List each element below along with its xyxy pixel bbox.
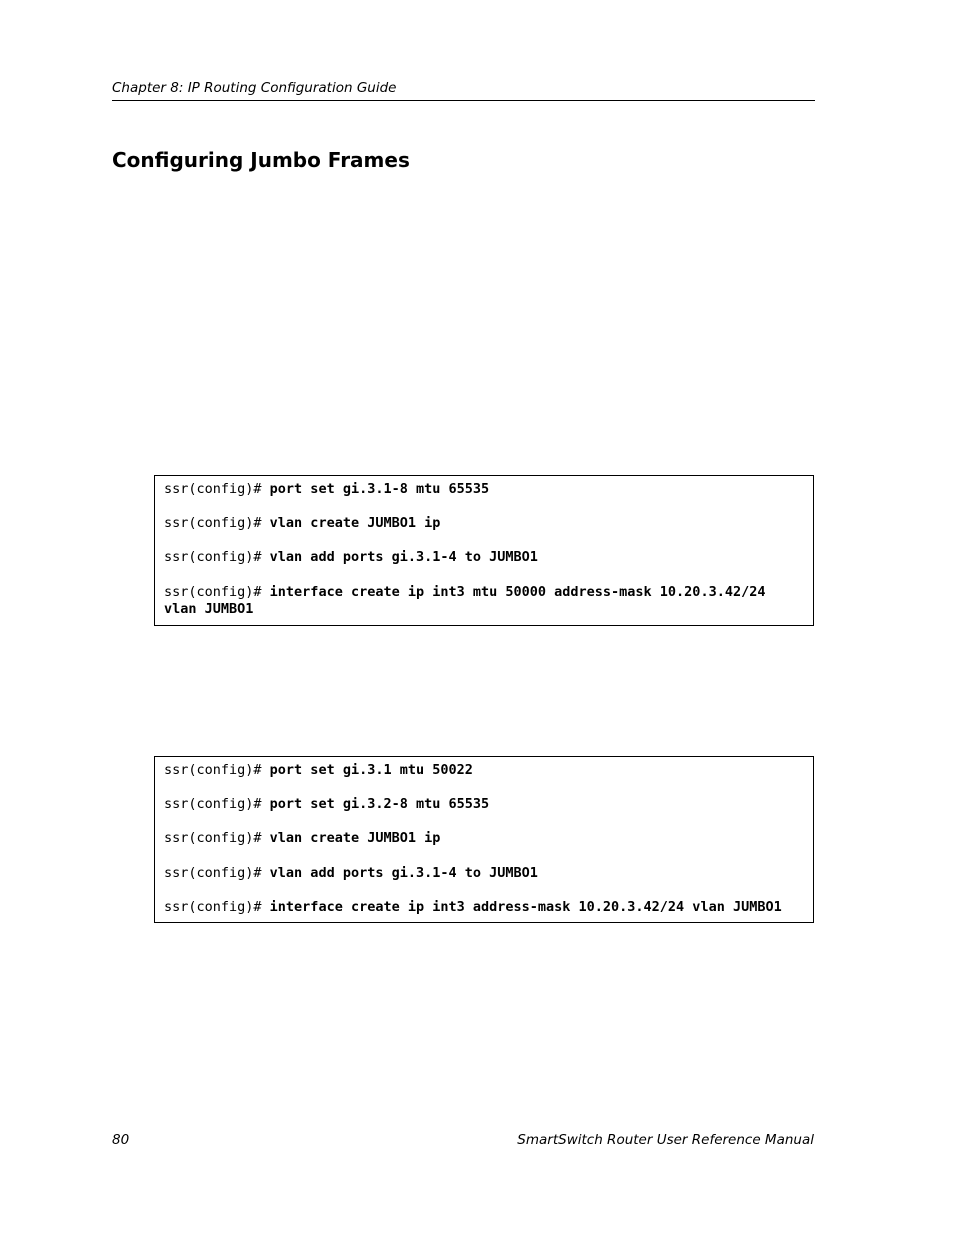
cli-command: vlan add ports gi.3.1-4 to JUMBO1 (269, 864, 538, 881)
running-header: Chapter 8: IP Routing Configuration Guide (112, 80, 397, 96)
code-line (164, 830, 804, 847)
section-heading: Configuring Jumbo Frames (112, 148, 410, 172)
cli-prompt: ssr(config)# (164, 762, 270, 778)
code-spacer (164, 882, 804, 899)
code-spacer (164, 532, 804, 549)
cli-prompt: ssr(config)# (164, 864, 270, 881)
code-spacer (164, 779, 804, 796)
cli-prompt: ssr(config)# (164, 796, 270, 813)
code-spacer (164, 813, 804, 830)
code-line (164, 481, 804, 498)
code-block-2 (154, 756, 814, 923)
cli-prompt: ssr(config)# (164, 549, 270, 566)
code-spacer (164, 498, 804, 515)
code-block-1 (154, 475, 814, 626)
code-line (164, 584, 804, 601)
code-line (164, 899, 804, 916)
cli-command: port set gi.3.1-8 mtu 65535 (269, 481, 490, 497)
cli-prompt: ssr(config)# (164, 898, 270, 915)
cli-command: port set gi.3.2-8 mtu 65535 (269, 796, 490, 813)
code-line (164, 515, 804, 532)
cli-command: interface create ip int3 address-mask 10.20.3.42/24 vlan JUMBO1 (269, 898, 782, 915)
cli-command: port set gi.3.1 mtu 50022 (269, 762, 473, 778)
cli-prompt: ssr(config)# (164, 515, 270, 532)
code-line (164, 762, 804, 779)
header-rule (112, 100, 815, 101)
code-line (164, 865, 804, 882)
manual-title: SmartSwitch Router User Reference Manual (517, 1132, 814, 1148)
cli-command: vlan create JUMBO1 ip (269, 515, 441, 532)
page-number: 80 (112, 1132, 130, 1148)
cli-prompt: ssr(config)# (164, 583, 270, 600)
cli-prompt: ssr(config)# (164, 830, 270, 847)
cli-command: vlan add ports gi.3.1-4 to JUMBO1 (269, 549, 538, 566)
cli-command: vlan create JUMBO1 ip (269, 830, 441, 847)
code-spacer (164, 847, 804, 864)
code-line (164, 796, 804, 813)
code-spacer (164, 566, 804, 583)
cli-command-continuation: vlan JUMBO1 (164, 600, 254, 617)
cli-command: interface create ip int3 mtu 50000 address-mask 10.20.3.42/24 (269, 583, 766, 600)
code-line-continuation (164, 601, 804, 618)
code-line (164, 549, 804, 566)
cli-prompt: ssr(config)# (164, 481, 270, 497)
